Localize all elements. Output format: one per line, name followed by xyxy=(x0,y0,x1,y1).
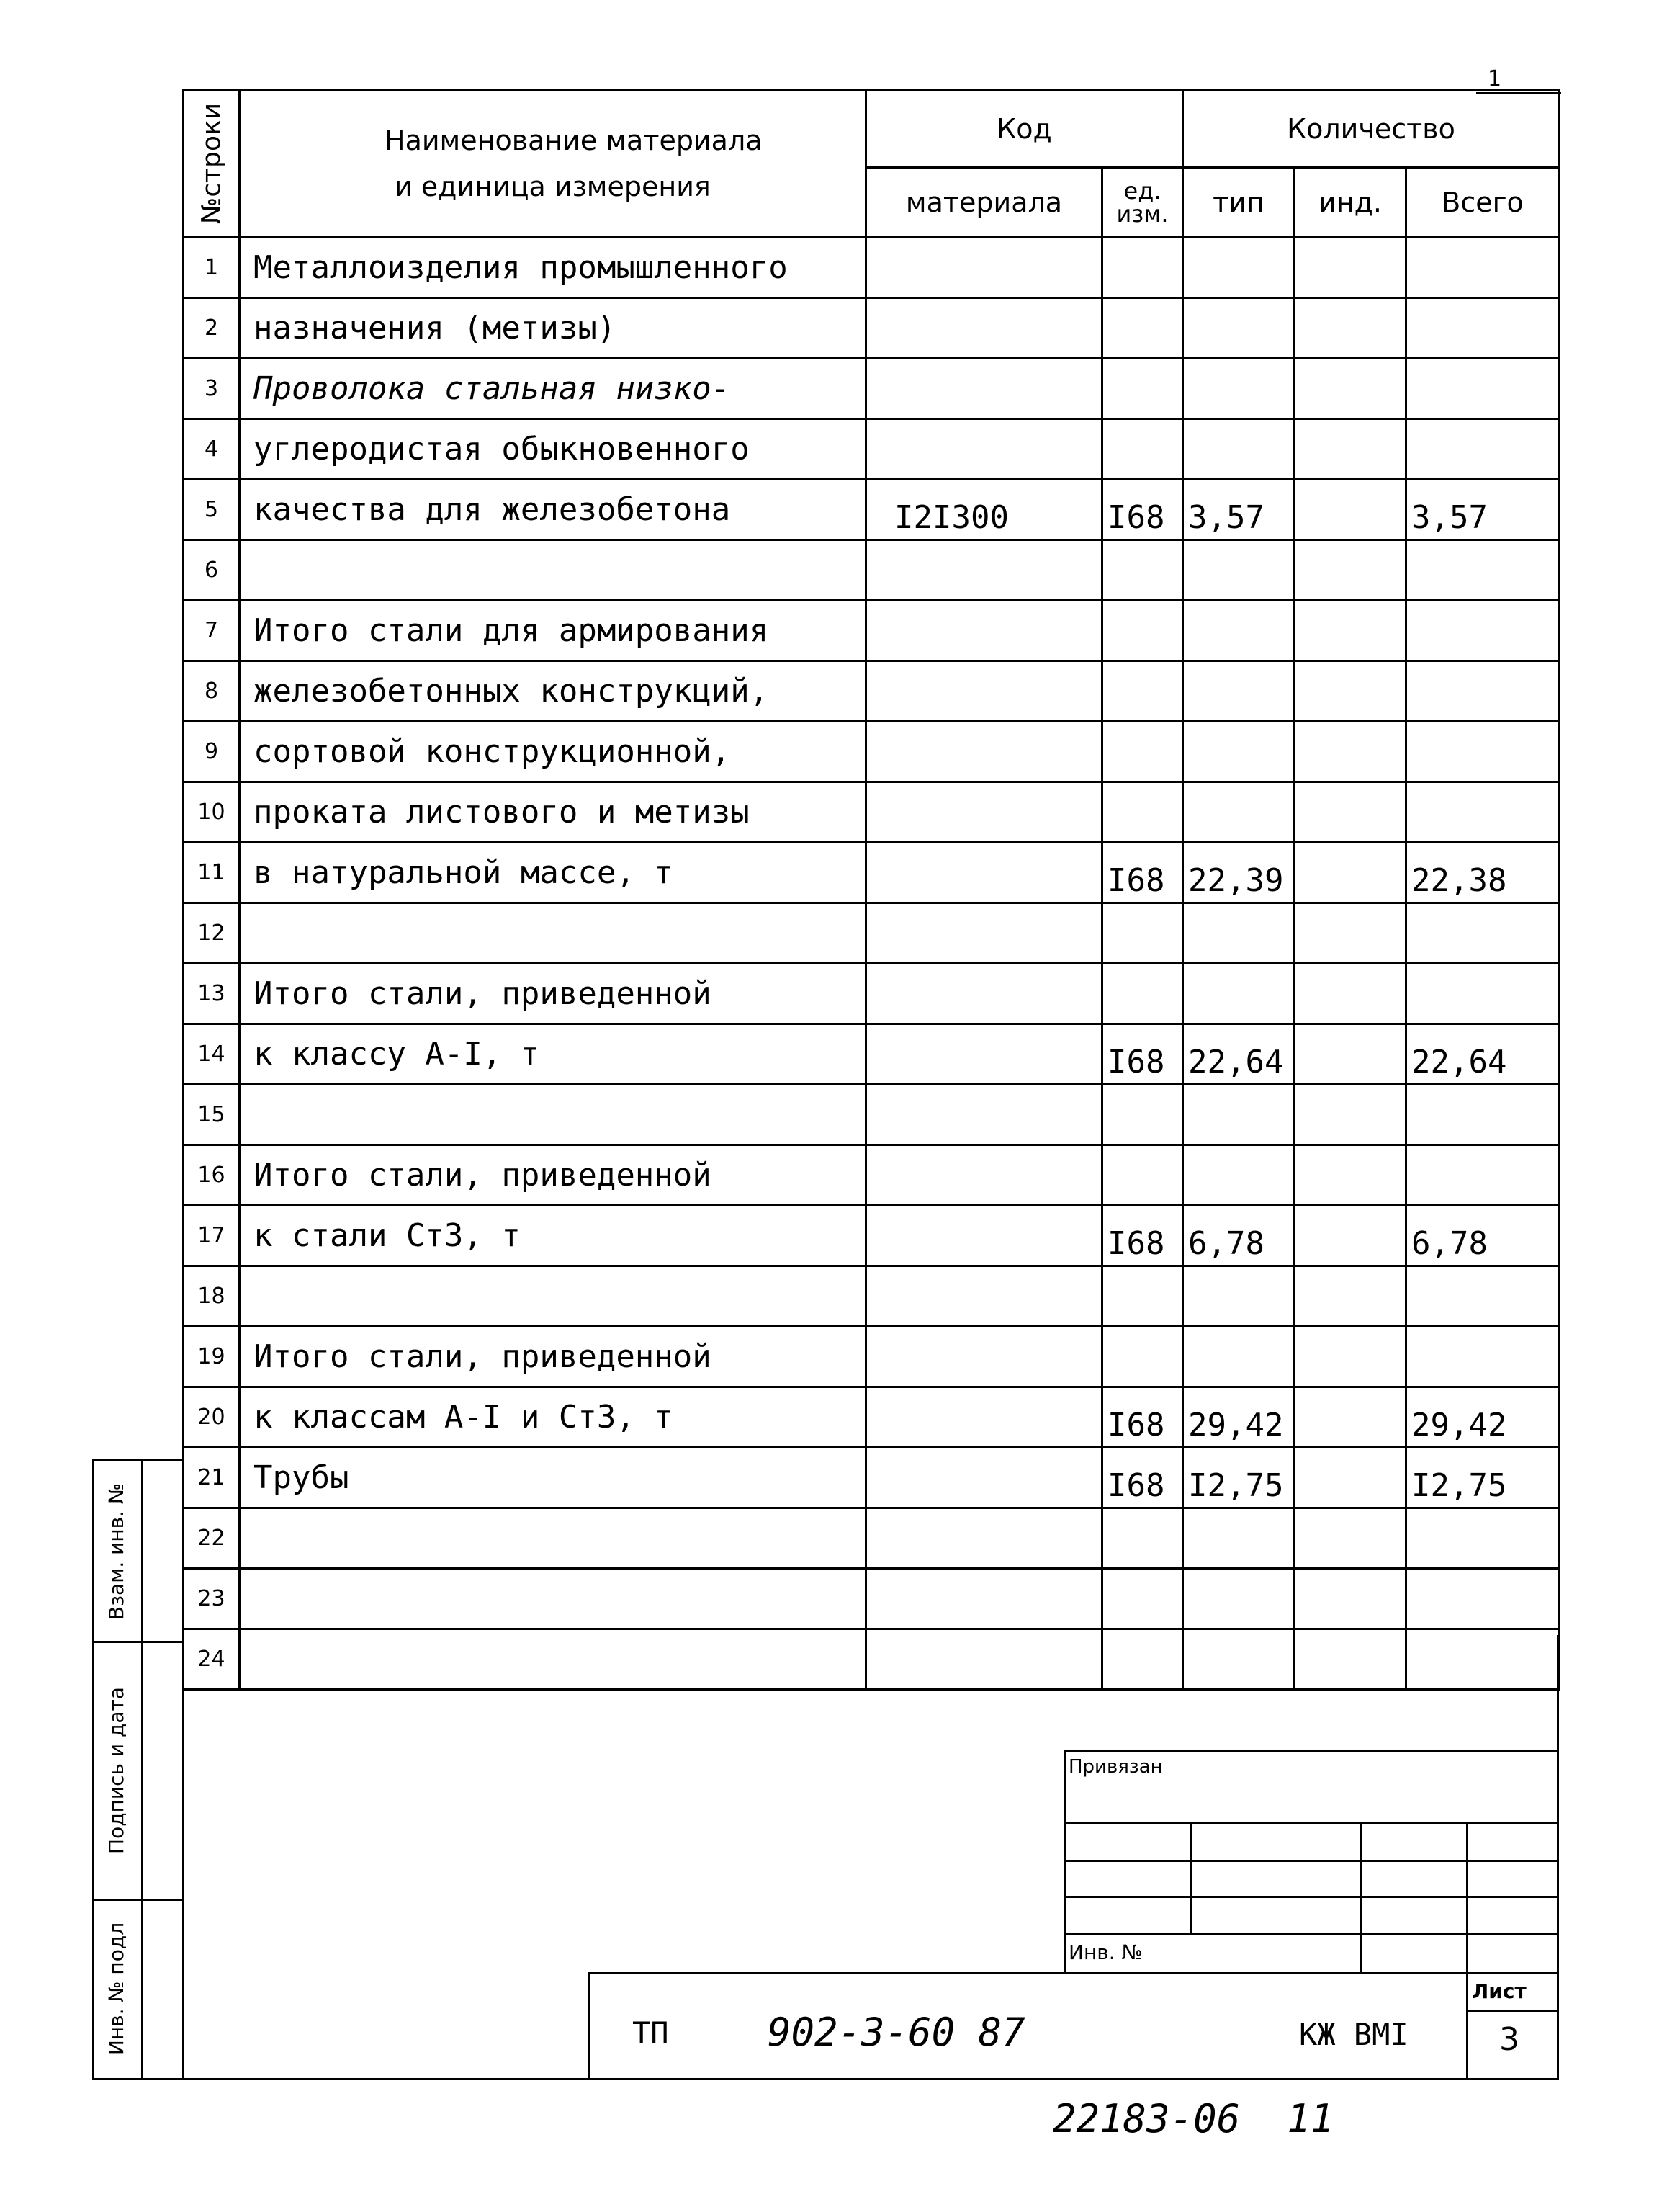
privyazan-h2 xyxy=(1064,1860,1558,1862)
table-row xyxy=(184,1508,1560,1569)
qty-ind xyxy=(1295,1387,1406,1448)
row-number: 5 xyxy=(184,480,240,540)
qty-ind xyxy=(1295,1569,1406,1629)
material-name xyxy=(240,1266,866,1327)
qty-total xyxy=(1406,1569,1560,1629)
qty-ind xyxy=(1295,1508,1406,1569)
unit-code xyxy=(1102,1569,1183,1629)
material-name: качества для железобетона xyxy=(240,480,866,540)
material-code xyxy=(866,419,1102,480)
qty-ind xyxy=(1295,238,1406,298)
unit-code xyxy=(1102,903,1183,964)
qty-ind xyxy=(1295,1024,1406,1085)
qty-type xyxy=(1183,1569,1295,1629)
material-code: I2I300 xyxy=(866,480,1102,540)
row-number: 12 xyxy=(184,903,240,964)
material-name xyxy=(240,540,866,601)
unit-code: I68 xyxy=(1102,1448,1183,1508)
unit-code: I68 xyxy=(1102,1206,1183,1266)
material-code xyxy=(866,782,1102,843)
name-header-line1: Наименование материала xyxy=(385,125,763,156)
row-number: 21 xyxy=(184,1448,240,1508)
unit-code xyxy=(1102,1327,1183,1387)
unit-code xyxy=(1102,661,1183,722)
unit-code: I68 xyxy=(1102,1024,1183,1085)
qty-total xyxy=(1406,540,1560,601)
unit-header-line1: ед. xyxy=(1123,177,1161,205)
material-name: Проволока стальная низко- xyxy=(240,359,866,419)
qty-ind xyxy=(1295,1266,1406,1327)
material-name xyxy=(240,1085,866,1145)
qty-type: 3,57 xyxy=(1183,480,1295,540)
privyazan-top xyxy=(1064,1750,1558,1752)
material-code xyxy=(866,843,1102,903)
unit-code xyxy=(1102,1629,1183,1690)
unit-code xyxy=(1102,601,1183,661)
privyazan-h1 xyxy=(1064,1822,1558,1824)
qty-total xyxy=(1406,298,1560,359)
sheet-label: Лист xyxy=(1472,1979,1527,2003)
sheet-label-line xyxy=(1466,2010,1558,2012)
qty-type xyxy=(1183,903,1295,964)
material-code xyxy=(866,1024,1102,1085)
unit-code: I68 xyxy=(1102,843,1183,903)
qty-type xyxy=(1183,1266,1295,1327)
material-name xyxy=(240,1629,866,1690)
table-row xyxy=(184,1024,1560,1085)
qty-type xyxy=(1183,419,1295,480)
material-code xyxy=(866,359,1102,419)
qty-ind xyxy=(1295,298,1406,359)
row-number: 23 xyxy=(184,1569,240,1629)
table-row xyxy=(184,1266,1560,1327)
unit-code xyxy=(1102,722,1183,782)
qty-type xyxy=(1183,359,1295,419)
unit-code xyxy=(1102,1085,1183,1145)
qty-ind xyxy=(1295,1145,1406,1206)
unit-code xyxy=(1102,359,1183,419)
unit-code xyxy=(1102,238,1183,298)
privyazan-h3 xyxy=(1064,1896,1558,1898)
material-code xyxy=(866,903,1102,964)
qty-ind xyxy=(1295,782,1406,843)
table-row xyxy=(184,601,1560,661)
row-number: 18 xyxy=(184,1266,240,1327)
name-header-line2: и единица измерения xyxy=(395,171,711,202)
privyazan-v3 xyxy=(1466,1822,1468,1974)
material-code xyxy=(866,601,1102,661)
qty-total xyxy=(1406,238,1560,298)
qty-total xyxy=(1406,903,1560,964)
qty-total: 29,42 xyxy=(1406,1387,1560,1448)
material-name: Итого стали, приведенной xyxy=(240,1145,866,1206)
table-row xyxy=(184,1448,1560,1508)
qty-type xyxy=(1183,1145,1295,1206)
qty-ind xyxy=(1295,601,1406,661)
unit-code xyxy=(1102,540,1183,601)
qty-total: 6,78 xyxy=(1406,1206,1560,1266)
table-row xyxy=(184,359,1560,419)
table-row xyxy=(184,722,1560,782)
qty-ind xyxy=(1295,843,1406,903)
qty-type xyxy=(1183,782,1295,843)
unit-code xyxy=(1102,1145,1183,1206)
material-name: назначения (метизы) xyxy=(240,298,866,359)
row-number: 15 xyxy=(184,1085,240,1145)
material-code xyxy=(866,238,1102,298)
material-name: Итого стали, приведенной xyxy=(240,964,866,1024)
row-number: 20 xyxy=(184,1387,240,1448)
side-col-outer xyxy=(92,1459,94,2080)
qty-total xyxy=(1406,1085,1560,1145)
type-header: тип xyxy=(1183,168,1295,238)
qty-total: 3,57 xyxy=(1406,480,1560,540)
row-number: 10 xyxy=(184,782,240,843)
material-name xyxy=(240,1508,866,1569)
material-code xyxy=(866,1569,1102,1629)
row-number: 6 xyxy=(184,540,240,601)
qty-total xyxy=(1406,782,1560,843)
side-label-inv-podl: Инв. № подл xyxy=(104,1922,128,2056)
qty-total: 22,64 xyxy=(1406,1024,1560,1085)
qty-ind xyxy=(1295,661,1406,722)
qty-ind xyxy=(1295,1206,1406,1266)
table-row xyxy=(184,1206,1560,1266)
unit-header-line2: изм. xyxy=(1116,200,1169,228)
qty-total xyxy=(1406,964,1560,1024)
privyazan-v2 xyxy=(1360,1822,1362,1974)
row-number: 14 xyxy=(184,1024,240,1085)
material-code xyxy=(866,540,1102,601)
material-code xyxy=(866,1387,1102,1448)
row-number: 19 xyxy=(184,1327,240,1387)
row-number: 7 xyxy=(184,601,240,661)
material-name xyxy=(240,1569,866,1629)
unit-code xyxy=(1102,964,1183,1024)
material-code-header: материала xyxy=(866,168,1102,238)
qty-type: 29,42 xyxy=(1183,1387,1295,1448)
row-number: 24 xyxy=(184,1629,240,1690)
row-number: 22 xyxy=(184,1508,240,1569)
table-row xyxy=(184,1327,1560,1387)
material-code xyxy=(866,1206,1102,1266)
material-code xyxy=(866,1629,1102,1690)
qty-ind xyxy=(1295,480,1406,540)
table-row xyxy=(184,843,1560,903)
material-code xyxy=(866,964,1102,1024)
title-block-top xyxy=(588,1972,1558,1974)
material-name: железобетонных конструкций, xyxy=(240,661,866,722)
row-number: 2 xyxy=(184,298,240,359)
qty-ind xyxy=(1295,419,1406,480)
doc-number: 902-3-60 87 xyxy=(768,2010,1025,2055)
qty-type xyxy=(1183,964,1295,1024)
table-row xyxy=(184,964,1560,1024)
qty-type xyxy=(1183,1508,1295,1569)
unit-code: I68 xyxy=(1102,1387,1183,1448)
qty-ind xyxy=(1295,903,1406,964)
material-name: углеродистая обыкновенного xyxy=(240,419,866,480)
material-name: Трубы xyxy=(240,1448,866,1508)
ind-header: инд. xyxy=(1295,168,1406,238)
material-code xyxy=(866,722,1102,782)
qty-type: 22,39 xyxy=(1183,843,1295,903)
material-code xyxy=(866,1327,1102,1387)
qty-ind xyxy=(1295,1327,1406,1387)
table-row xyxy=(184,298,1560,359)
material-code xyxy=(866,1448,1102,1508)
tp-label: ТП xyxy=(632,2015,669,2051)
code-header: Код xyxy=(866,90,1183,168)
table-row xyxy=(184,903,1560,964)
unit-code: I68 xyxy=(1102,480,1183,540)
row-number-header-text: №строки xyxy=(197,102,226,225)
qty-type xyxy=(1183,601,1295,661)
qty-total xyxy=(1406,1145,1560,1206)
qty-type xyxy=(1183,722,1295,782)
side-col-inner xyxy=(141,1459,143,2080)
total-header: Всего xyxy=(1406,168,1560,238)
qty-ind xyxy=(1295,1629,1406,1690)
material-code xyxy=(866,1508,1102,1569)
qty-total xyxy=(1406,359,1560,419)
qty-ind xyxy=(1295,722,1406,782)
material-name: к классам А-I и Ст3, т xyxy=(240,1387,866,1448)
qty-total xyxy=(1406,1327,1560,1387)
row-number: 1 xyxy=(184,238,240,298)
qty-ind xyxy=(1295,964,1406,1024)
inv-no-label: Инв. № xyxy=(1069,1940,1143,1964)
frame-right-line xyxy=(1557,1635,1559,2079)
qty-type: 6,78 xyxy=(1183,1206,1295,1266)
row-number: 8 xyxy=(184,661,240,722)
table-row xyxy=(184,540,1560,601)
privyazan-v1 xyxy=(1190,1822,1192,1935)
qty-type: I2,75 xyxy=(1183,1448,1295,1508)
table-row xyxy=(184,1569,1560,1629)
table-row xyxy=(184,661,1560,722)
table-row xyxy=(184,782,1560,843)
footer-number: 22183-06 11 xyxy=(1053,2096,1334,2141)
privyazan-left xyxy=(1064,1750,1066,1974)
privyazan-h4 xyxy=(1064,1933,1558,1935)
row-number: 11 xyxy=(184,843,240,903)
table-row xyxy=(184,1629,1560,1690)
row-number: 3 xyxy=(184,359,240,419)
table-row xyxy=(184,419,1560,480)
qty-ind xyxy=(1295,359,1406,419)
table-row xyxy=(184,1145,1560,1206)
qty-total xyxy=(1406,601,1560,661)
row-number: 9 xyxy=(184,722,240,782)
material-name: в натуральной массе, т xyxy=(240,843,866,903)
qty-total xyxy=(1406,1629,1560,1690)
unit-code xyxy=(1102,1266,1183,1327)
material-name: проката листового и метизы xyxy=(240,782,866,843)
qty-ind xyxy=(1295,1085,1406,1145)
qty-type xyxy=(1183,1629,1295,1690)
qty-total xyxy=(1406,661,1560,722)
materials-table xyxy=(182,89,1560,1691)
qty-total xyxy=(1406,1508,1560,1569)
qty-type xyxy=(1183,540,1295,601)
privyazan-label: Привязан xyxy=(1069,1756,1163,1778)
material-name: Итого стали для армирования xyxy=(240,601,866,661)
material-code xyxy=(866,298,1102,359)
doc-mark: КЖ ВМI xyxy=(1299,2017,1408,2052)
page-mark: 1 xyxy=(1488,66,1502,91)
quantity-header: Количество xyxy=(1183,90,1560,168)
material-code xyxy=(866,1085,1102,1145)
qty-total xyxy=(1406,419,1560,480)
table-row xyxy=(184,480,1560,540)
material-name xyxy=(240,903,866,964)
qty-type xyxy=(1183,1085,1295,1145)
side-label-signature: Подпись и дата xyxy=(104,1687,128,1854)
material-name: к классу А-I, т xyxy=(240,1024,866,1085)
unit-code xyxy=(1102,298,1183,359)
qty-total: 22,38 xyxy=(1406,843,1560,903)
qty-total: I2,75 xyxy=(1406,1448,1560,1508)
qty-ind xyxy=(1295,540,1406,601)
unit-header xyxy=(1102,168,1183,238)
row-number: 16 xyxy=(184,1145,240,1206)
qty-type xyxy=(1183,238,1295,298)
unit-code xyxy=(1102,419,1183,480)
material-name: к стали Ст3, т xyxy=(240,1206,866,1266)
name-header xyxy=(240,90,866,238)
material-code xyxy=(866,1145,1102,1206)
qty-type xyxy=(1183,1327,1295,1387)
unit-code xyxy=(1102,782,1183,843)
table-row xyxy=(184,1085,1560,1145)
material-code xyxy=(866,661,1102,722)
frame-left-line xyxy=(182,1635,184,2079)
qty-type xyxy=(1183,661,1295,722)
material-code xyxy=(866,1266,1102,1327)
table-row xyxy=(184,238,1560,298)
material-name: сортовой конструкционной, xyxy=(240,722,866,782)
qty-type: 22,64 xyxy=(1183,1024,1295,1085)
material-name: Металлоизделия промышленного xyxy=(240,238,866,298)
qty-type xyxy=(1183,298,1295,359)
sheet-number: 3 xyxy=(1499,2021,1519,2058)
row-number-header xyxy=(184,90,240,238)
row-number: 17 xyxy=(184,1206,240,1266)
side-label-vzam: Взам. инв. № xyxy=(104,1482,128,1621)
sheet-col-left xyxy=(1466,1972,1468,2080)
qty-total xyxy=(1406,722,1560,782)
table-row xyxy=(184,1387,1560,1448)
unit-code xyxy=(1102,1508,1183,1569)
title-block-left xyxy=(588,1972,590,2080)
qty-total xyxy=(1406,1266,1560,1327)
frame-bottom-line xyxy=(182,2078,1559,2080)
row-number: 4 xyxy=(184,419,240,480)
row-number: 13 xyxy=(184,964,240,1024)
qty-ind xyxy=(1295,1448,1406,1508)
material-name: Итого стали, приведенной xyxy=(240,1327,866,1387)
